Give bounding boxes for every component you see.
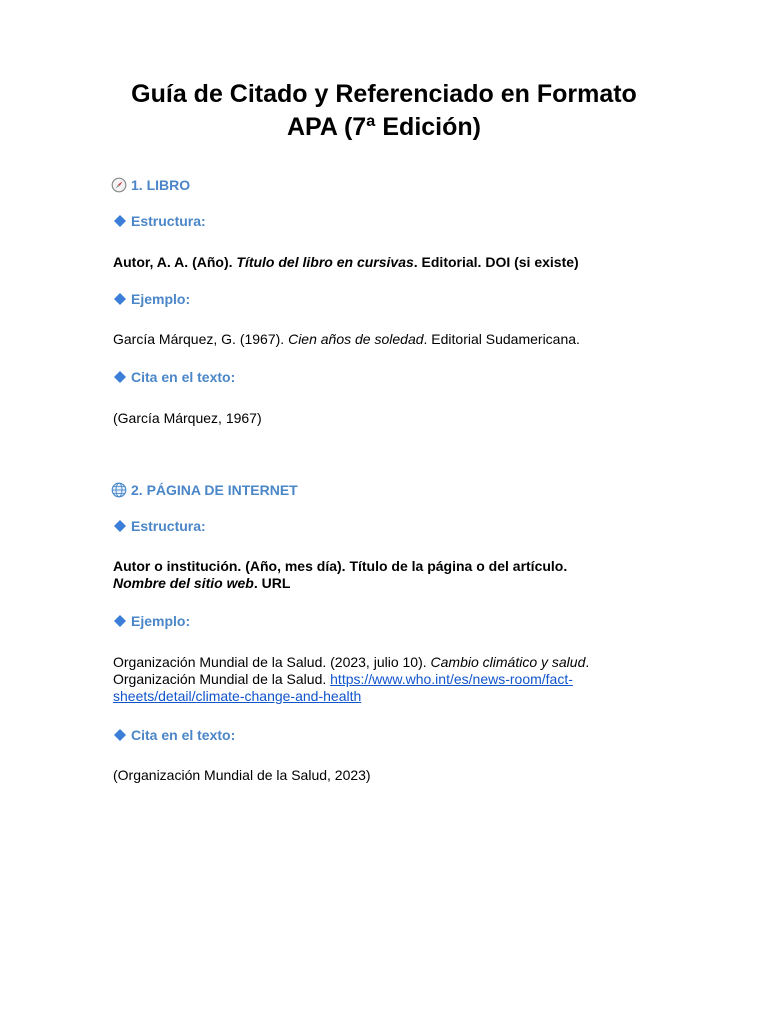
structure-line-2	[113, 575, 567, 592]
structure-line-1: Autor o institución. (Año, mes día). Título de la página o del artículo.	[113, 558, 568, 574]
example-internet	[113, 654, 589, 705]
title-line-1: Guía de Citado y Referenciado en Formato	[131, 80, 637, 108]
section-heading-internet	[111, 481, 298, 499]
diamond-icon	[113, 214, 127, 228]
page-title	[100, 78, 668, 144]
example-italic: Cien años de soledad	[288, 331, 424, 347]
section-heading-label: 1. LIBRO	[131, 177, 191, 193]
diamond-icon	[113, 728, 127, 742]
example-line-2	[113, 671, 589, 688]
subheading-cita-libro	[113, 368, 235, 386]
subheading-ejemplo-internet	[113, 612, 190, 630]
citation-internet: (Organización Mundial de la Salud, 2023)	[113, 767, 371, 783]
diamond-icon	[113, 519, 127, 533]
structure-italic: Nombre del sitio web	[113, 575, 254, 591]
section-heading-label: 2. PÁGINA DE INTERNET	[131, 482, 298, 498]
example-url-link[interactable]: https://www.who.int/es/news-room/fact-	[330, 671, 573, 687]
example-url-link-continued[interactable]: sheets/detail/climate-change-and-health	[113, 688, 362, 704]
structure-text: Autor, A. A. (Año).	[113, 254, 237, 270]
subheading-label: Estructura:	[131, 518, 206, 534]
title-line-2: APA (7ª Edición)	[287, 113, 481, 141]
example-text: García Márquez, G. (1967).	[113, 331, 289, 347]
structure-libro	[113, 254, 579, 271]
subheading-cita-internet	[113, 726, 235, 744]
diamond-icon	[113, 292, 127, 306]
section-heading-libro	[111, 176, 190, 194]
example-publisher: Organización Mundial de la Salud.	[113, 671, 331, 687]
globe-icon	[111, 482, 127, 498]
citation-libro: (García Márquez, 1967)	[113, 410, 262, 426]
example-line-1	[113, 654, 589, 671]
subheading-label: Estructura:	[131, 213, 206, 229]
example-italic: Cambio climático y salud	[430, 654, 586, 670]
subheading-estructura-internet	[113, 517, 206, 535]
example-text: Organización Mundial de la Salud. (2023, julio 10).	[113, 654, 431, 670]
example-text-end: .	[585, 654, 590, 670]
compass-icon	[111, 177, 127, 193]
subheading-label: Ejemplo:	[131, 291, 191, 307]
subheading-label: Cita en el texto:	[131, 369, 236, 385]
structure-internet	[113, 558, 567, 592]
example-libro	[113, 331, 580, 348]
example-line-3	[113, 688, 589, 705]
structure-text-end: . URL	[253, 575, 291, 591]
subheading-estructura-libro	[113, 212, 206, 230]
example-text-end: . Editorial Sudamericana.	[423, 331, 580, 347]
structure-italic: Título del libro en cursivas	[236, 254, 414, 270]
diamond-icon	[113, 370, 127, 384]
subheading-label: Cita en el texto:	[131, 727, 236, 743]
diamond-icon	[113, 614, 127, 628]
subheading-ejemplo-libro	[113, 290, 190, 308]
structure-text-end: . Editorial. DOI (si existe)	[413, 254, 579, 270]
subheading-label: Ejemplo:	[131, 613, 191, 629]
